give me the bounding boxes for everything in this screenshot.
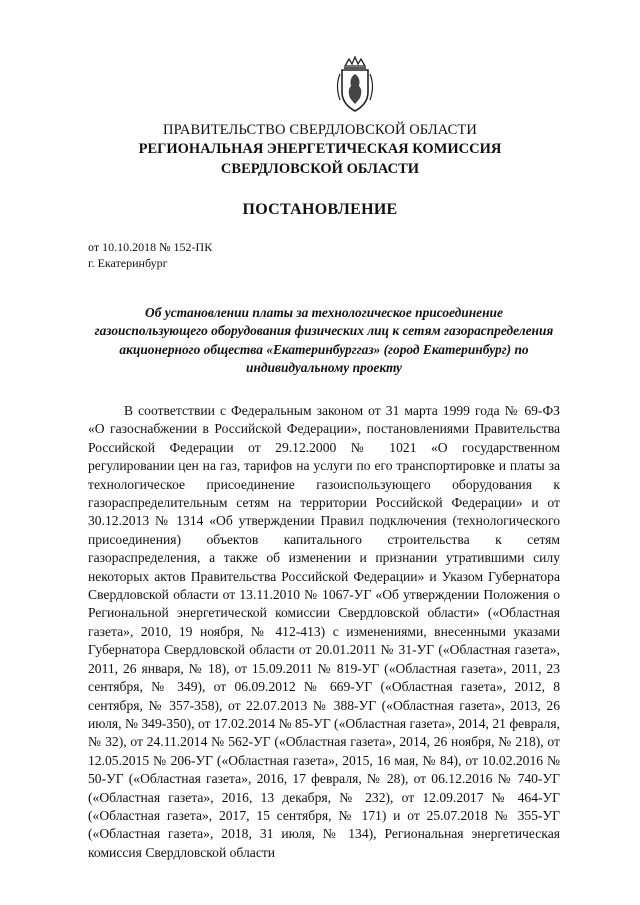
document-city: г. Екатеринбург xyxy=(88,256,168,270)
commission-name: РЕГИОНАЛЬНАЯ ЭНЕРГЕТИЧЕСКАЯ КОМИССИЯ xyxy=(138,141,502,157)
document-title: Об установлении платы за технологическое присоединение газоиспользующего оборудования физических лиц к сетям газораспределения акционерного общества «Екатеринбурггаз» (город Екатеринбург) по индивидуальному проекту xyxy=(94,305,554,376)
document-date-number: от 10.10.2018 № 152-ПК xyxy=(88,240,213,254)
document-body: В соответствии с Федеральным законом от 31 марта 1999 года № 69-ФЗ «О газоснабжении в Российской Федерации», постановлениями Правительства Российской Федерации от 29.12.2000 № 1021 «О государственном регулировании цен на газ, тарифов на услуги по его транспортировке и платы за технологическое присоединение газоиспользующего оборудования к газораспределительным сетям на территории Российской Федерации» и от 30.12.2013 № 1314 «Об утверждении Правил подключения (технологического присоединения) объектов капитального строительства к сетям газораспределения, а также об изменении и признании утратившими силу некоторых актов Правительства Российской Федерации» и Указом Губернатора Свердловской области от 13.11.2010 № 1067-УГ «Об утверждении Положения о Региональной энергетической комиссии Свердловской области» («Областная газета», 2010, 19 ноября, № 412-413) с изменениями, внесенными указами Губернатора Свердловской области от 20.01.2011 № 31-УГ («Областная газета», 2011, 26 января, № 18), от 15.09.2011 № 819-УГ («Областная газета», 2011, 23 сентября, № 349), от 06.09.2012 № 669-УГ («Областная газета», 2012, 8 сентября, № 357-358), от 22.07.2013 № 388-УГ («Областная газета», 2013, 26 июля, № 349-350), от 17.02.2014 № 85-УГ («Областная газета», 2014, 21 февраля, № 32), от 24.11.2014 № 562-УГ («Областная газета», 2014, 26 ноября, № 218), от 12.05.2015 № 206-УГ («Областная газета», 2015, 16 мая, № 84), от 10.02.2016 № 50-УГ («Областная газета», 2016, 17 февраля, № 28), от 06.12.2016 № 740-УГ («Областная газета», 2016, 13 декабря, № 232), от 12.09.2017 № 464-УГ («Областная газета», 2017, 15 сентября, № 171) и от 25.07.2018 № 355-УГ («Областная газета», 2018, 31 июля, № 134), Региональная энергетическая комиссия Свердловской области xyxy=(88,403,560,860)
region-name: СВЕРДЛОВСКОЙ ОБЛАСТИ xyxy=(220,161,420,177)
coat-of-arms-icon xyxy=(331,56,379,114)
government-name: ПРАВИТЕЛЬСТВО СВЕРДЛОВСКОЙ ОБЛАСТИ xyxy=(163,122,477,138)
document-type: ПОСТАНОВЛЕНИЕ xyxy=(242,201,398,218)
